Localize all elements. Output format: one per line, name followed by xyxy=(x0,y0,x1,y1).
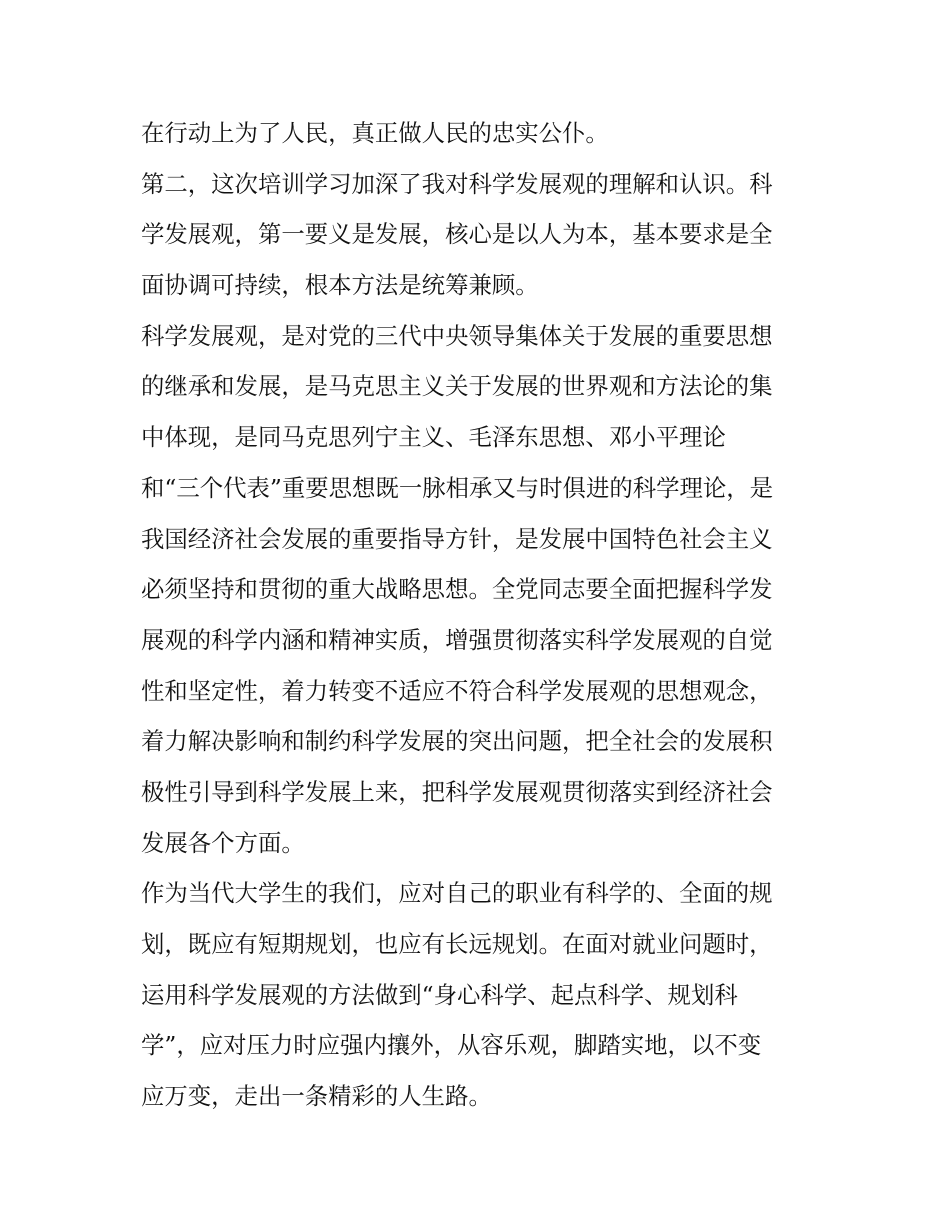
text-line: 作为当代大学生的我们，应对自己的职业有科学的、全面的规 xyxy=(141,879,773,908)
text-line: 和“三个代表”重要思想既一脉相承又与时俱进的科学理论，是 xyxy=(141,473,774,502)
text-line: 着力解决影响和制约科学发展的突出问题，把全社会的发展积 xyxy=(141,727,773,756)
text-line: 展观的科学内涵和精神实质，增强贯彻落实科学发展观的自觉 xyxy=(141,625,773,654)
text-line: 我国经济社会发展的重要指导方针，是发展中国特色社会主义 xyxy=(141,524,773,553)
document-body xyxy=(141,108,821,1122)
text-line: 学”，应对压力时应强内攘外，从容乐观，脚踏实地，以不变 xyxy=(141,1031,762,1060)
text-line: 发展各个方面。 xyxy=(141,828,305,857)
text-line: 必须坚持和贯彻的重大战略思想。全党同志要全面把握科学发 xyxy=(141,575,773,604)
text-line: 中体现，是同马克思列宁主义、毛泽东思想、邓小平理论 xyxy=(141,423,726,452)
text-line: 在行动上为了人民，真正做人民的忠实公仆。 xyxy=(141,119,609,147)
text-line: 科学发展观，是对党的三代中央领导集体关于发展的重要思想 xyxy=(141,321,773,350)
text-line: 性和坚定性，着力转变不适应不符合科学发展观的思想观念， xyxy=(141,676,773,705)
text-line: 应万变，走出一条精彩的人生路。 xyxy=(141,1082,492,1111)
text-line: 第二，这次培训学习加深了我对科学发展观的理解和认识。科 xyxy=(141,169,773,198)
text-line: 划，既应有短期规划，也应有长远规划。在面对就业问题时， xyxy=(141,930,773,958)
text-line: 的继承和发展，是马克思主义关于发展的世界观和方法论的集 xyxy=(141,372,773,401)
text-line: 学发展观，第一要义是发展，核心是以人为本，基本要求是全 xyxy=(141,220,773,249)
text-line: 面协调可持续，根本方法是统筹兼顾。 xyxy=(141,271,539,300)
text-line: 极性引导到科学发展上来，把科学发展观贯彻落实到经济社会 xyxy=(141,777,773,806)
text-line: 运用科学发展观的方法做到“身心科学、起点科学、规划科 xyxy=(141,980,738,1009)
